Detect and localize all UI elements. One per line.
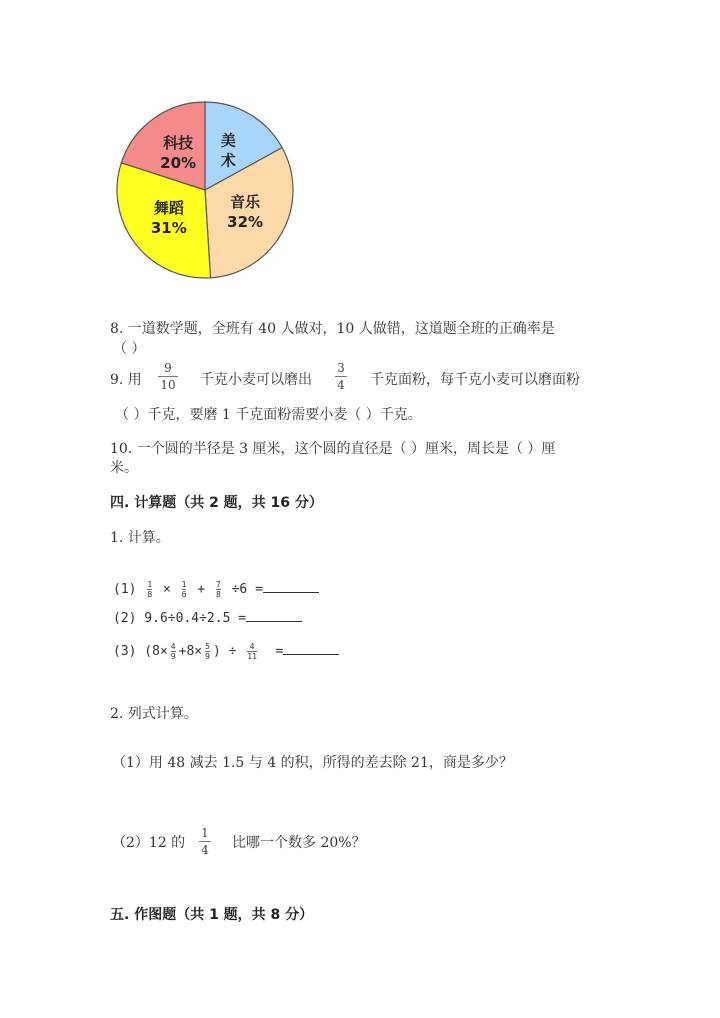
pie-label-1-1: 32% <box>227 213 264 232</box>
calc-item-3-tail: = <box>275 644 284 659</box>
pie-label-0-1: 术 <box>220 151 236 170</box>
fraction-numerator: 1 <box>201 826 209 840</box>
fraction-numerator: 9 <box>164 361 172 375</box>
section-4-q2-title: 2. 列式计算。 <box>110 706 198 722</box>
section-4-q2-item2-prefix: （2）12 的 <box>112 835 186 851</box>
fraction-denominator: 10 <box>160 378 176 392</box>
fraction-denominator: 11 <box>247 652 257 661</box>
calc-item-3-close: ) ÷ <box>212 644 237 659</box>
fraction-numerator: 3 <box>337 361 345 375</box>
question-8-answer-blank: （ ） <box>113 341 146 357</box>
fraction-numerator: 1 <box>147 580 153 589</box>
pie-label-2-1: 31% <box>150 219 187 238</box>
fraction-denominator: 4 <box>201 843 209 857</box>
section-4-q2-item2-fraction <box>199 826 211 857</box>
calc-item-2 <box>113 611 302 626</box>
question-9-fraction-2 <box>335 361 347 392</box>
question-9-suffix: 千克面粉，每千克小麦可以磨面粉 <box>370 372 580 388</box>
fraction-denominator: 6 <box>181 590 187 599</box>
question-10-line2: 米。 <box>110 460 138 476</box>
fraction <box>205 642 210 661</box>
fraction-numerator: 4 <box>249 642 255 651</box>
section-4-title: 四. 计算题（共 2 题，共 16 分） <box>110 495 323 511</box>
pie-label-0-0: 美 <box>220 131 236 150</box>
calc-item-2-text: (2) 9.6÷0.4÷2.5 = <box>113 611 247 626</box>
fraction <box>247 642 257 661</box>
question-9-prefix: 9. 用 <box>110 372 142 388</box>
pie-label-3-1: 20% <box>160 153 197 172</box>
fraction-numerator: 7 <box>215 580 221 589</box>
calc-item-1-prefix: (1) <box>113 582 137 597</box>
answer-line <box>283 654 339 655</box>
calc-item-3-mid: +8× <box>178 644 203 659</box>
fraction <box>171 642 176 661</box>
calc-item-3 <box>113 642 339 661</box>
answer-line <box>246 621 302 622</box>
fraction-denominator: 9 <box>205 652 210 661</box>
fraction <box>182 580 187 599</box>
answer-line <box>263 592 319 593</box>
question-9-line2: （ ）千克，要磨 1 千克面粉需要小麦（ ）千克。 <box>115 407 422 423</box>
fraction-denominator: 8 <box>215 590 221 599</box>
calc-item-3-prefix: (3) (8× <box>113 644 168 659</box>
operator: × <box>162 582 171 597</box>
section-5-title: 五. 作图题（共 1 题，共 8 分） <box>110 907 314 923</box>
pie-chart <box>110 95 300 285</box>
fraction-denominator: 9 <box>170 652 176 661</box>
question-8-line1: 8. 一道数学题，全班有 40 人做对，10 人做错，这道题全班的正确率是 <box>110 321 555 337</box>
section-4-q2-item1: （1）用 48 减去 1.5 与 4 的积，所得的差去除 21，商是多少？ <box>112 755 513 771</box>
section-4-q1-title: 1. 计算。 <box>110 530 170 546</box>
operator: + <box>197 582 206 597</box>
fraction-numerator: 5 <box>205 642 210 651</box>
pie-label-1-0: 音乐 <box>230 193 261 212</box>
question-9-fraction-1 <box>158 361 178 392</box>
fraction-denominator: 4 <box>337 378 345 392</box>
section-4-q2-item2-suffix: 比哪一个数多 20%？ <box>232 835 366 851</box>
pie-label-3-0: 科技 <box>163 133 194 152</box>
fraction <box>216 580 221 599</box>
fraction <box>147 580 152 599</box>
fraction-numerator: 4 <box>170 642 176 651</box>
fraction-numerator: 1 <box>181 580 187 589</box>
pie-label-2-0: 舞蹈 <box>153 199 184 218</box>
calc-item-1-tail: ÷6 = <box>231 582 263 597</box>
fraction-denominator: 8 <box>147 590 153 599</box>
calc-item-1 <box>113 580 319 599</box>
question-9-mid: 千克小麦可以磨出 <box>200 372 312 388</box>
question-10-line1: 10. 一个圆的半径是 3 厘米，这个圆的直径是（ ）厘米，周长是（ ）厘 <box>110 441 556 457</box>
